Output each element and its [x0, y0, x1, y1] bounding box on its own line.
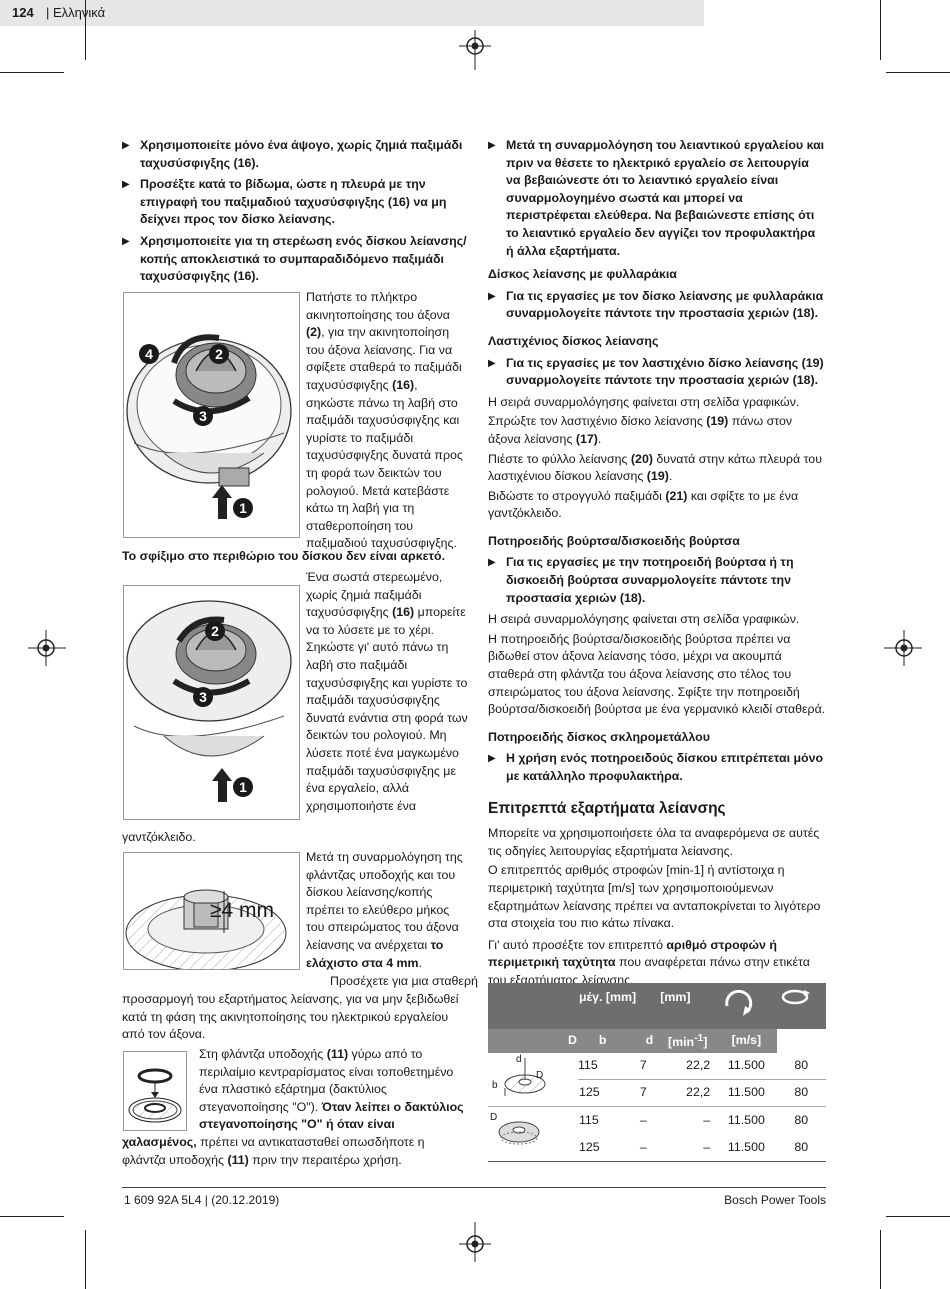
callout-1-icon: [232, 497, 254, 519]
table-header-row: [488, 983, 826, 1029]
crop-mark: [880, 1230, 881, 1289]
callout-2-icon: [208, 343, 230, 365]
rpm-icon: [716, 983, 776, 1029]
paragraph: Βιδώστε το στρογγυλό παξιμάδι (21) και σφίξτε το με ένα γαντζόκλειδο.: [488, 488, 799, 521]
page-header: [0, 0, 704, 26]
max-mm-label: μέγ. [mm]: [578, 990, 637, 1004]
svg-text:1: 1: [239, 779, 247, 795]
figure-quick-nut-tighten: [123, 292, 300, 538]
figure4-after-text: χαλασμένος, πρέπει να αντικατασταθεί οπωσδήποτε η φλάντζα υποδοχής (11) πριν την περαιτέρω χρήση.: [122, 1135, 425, 1167]
svg-text:2: 2: [211, 623, 219, 639]
bullet-item: ▶ Χρησιμοποιείτε μόνο ένα άψογο, χωρίς ζημιά παξιμάδι ταχυσύσφιγξης (16).: [122, 137, 467, 172]
crop-mark: [0, 72, 64, 73]
figure3-text: Μετά τη συναρμολόγηση της φλάντζας υποδοχής και του δίσκου λείανσης/κοπής πρέπει το ελεύθερο μήκος του σπειρώματος του άξονα λείανσης να ανέρχεται το ελάχιστο στα 4 mm.: [306, 850, 463, 970]
svg-text:2: 2: [215, 346, 223, 362]
paragraph: Η σειρά συναρμολόγησης φαίνεται στη σελίδα γραφικών.: [488, 394, 800, 409]
speed-icon: [777, 983, 826, 1029]
footer-doc-id: 1 609 92A 5L4 | (20.12.2019): [124, 1193, 280, 1207]
registration-mark-icon: [28, 628, 68, 668]
bullet-item: ▶ Μετά τη συναρμολόγηση του λειαντικού εργαλείου και πριν να θέσετε το ηλεκτρικό εργαλείο σε λειτουργία να βεβαιώνεστε ότι το λειαντικό εργαλείο είναι συναρμολογημένο σωστά και μπορεί να περιστρέφεται ελεύθερα. Να βεβαιώνεστε επίσης ότι το λειαντικό εργαλείο δεν αγγίζει τον προφυλακτήρα ή άλλα εξαρτήματα.: [488, 138, 825, 258]
paragraph: Η ποτηροειδής βούρτσα/δισκοειδής βούρτσα πρέπει να βιδωθεί στον άξονα λείανσης τόσο, μέχρι να ακουμπά σταθερά στη φλάντζα του άξονα λείανσης στο τέλος του σπειρώματος του άξονα λείανσης. Σφίξτε την ποτηροειδή βούρτσα/δισκοειδή βούρτσα με ένα γερμανικό κλειδί σταθερά.: [488, 631, 826, 717]
table-subheader-row: D b d $[\min^{-1}]$ [m/s]: [488, 1029, 826, 1053]
figure2-tail: γαντζόκλειδο.: [122, 830, 196, 844]
crop-mark: [886, 72, 950, 73]
callout-4-icon: [138, 343, 160, 365]
rpm-unit: $[\min^{-1}]$: [667, 1032, 708, 1049]
section-heading: Επιτρεπτά εξαρτήματα λείανσης: [488, 799, 726, 817]
crop-mark: [0, 1216, 64, 1217]
figure-o-ring-flange: [123, 1051, 187, 1131]
callout-3-icon: [192, 686, 214, 708]
bullet-item: ▶ Προσέξτε κατά το βίδωμα, ώστε η πλευρά με την επιγραφή του παξιμαδιού ταχυσύσφιγξης (16) να μη δείχνει προς τον δίσκο λείανσης.: [122, 176, 467, 229]
paragraph: Πιέστε το φύλλο λείανσης (20) δυνατά στην κάτω πλευρά του λαστιχένιου δίσκου λείανσης (19).: [488, 451, 822, 484]
figure3-after-text: προσαρμογή του εξαρτήματος λείανσης, για να μην ξεβιδωθεί κατά τη φάση της ακινητοποίησης του ηλεκτρικού εργαλείου από τον άξονα.: [122, 992, 459, 1042]
paragraph: Μπορείτε να χρησιμοποιήσετε όλα τα αναφερόμενα σε αυτές τις οδηγίες λειτουργίας εξαρτήματα λείανσης.: [488, 826, 820, 858]
crop-mark: [880, 0, 881, 60]
brush-disc-icon: D: [488, 1107, 578, 1162]
grinding-disc-icon: d b D: [488, 1053, 578, 1107]
svg-text:4: 4: [145, 346, 153, 362]
svg-text:1: 1: [239, 500, 247, 516]
svg-text:3: 3: [199, 408, 207, 424]
figure2-text: Ένα σωστά στερεωμένο, χωρίς ζημιά παξιμάδι ταχυσύσφιγξης (16) μπορείτε να το λύσετε με το χέρι. Σηκώστε γι' αυτό πάνω τη λαβή στο παξιμάδι ταχυσύσφιγξης και γυρίστε το παξιμάδι ταχυσύσφιγξης δυνατά ενάντια στη φορά των δεικτών του ρολογιού. Μη λύσετε ποτέ ένα μαγκωμένο παξιμάδι ταχυσύσφιγξης με ένα εργαλείο, αλλά χρησιμοποιήστε ένα: [306, 570, 468, 813]
paragraph: Σπρώξτε τον λαστιχένιο δίσκο λείανσης (19) πάνω στον άξονα λείανσης (17).: [488, 414, 793, 446]
mm-label: [mm]: [660, 990, 691, 1004]
section-title: Ποτηροειδής δίσκος σκληρομετάλλου: [488, 729, 710, 744]
paragraph: Ο επιτρεπτός αριθμός στροφών [min-1] ή αντίστοιχα η περιμετρική ταχύτητα [m/s] των χρησιμοποιούμενων εξαρτημάτων λείανσης πρέπει να ανταποκρίνεται το λιγότερο στα στοιχεία του πιο κάτω πίνακα.: [488, 863, 821, 931]
table-row: D 115 – – 11.500 80: [488, 1107, 826, 1134]
bullet-text: Προσέξτε κατά το βίδωμα, ώστε η πλευρά με την επιγραφή του παξιμαδιού ταχυσύσφιγξης (16) να μη δείχνει προς τον δίσκο λείανσης.: [140, 177, 447, 227]
figure1-text: Πατήστε το πλήκτρο ακινητοποίησης του άξονα (2), για την ακινητοποίηση του άξονα λείανσης. Για να σφίξετε σταθερά το παξιμάδι ταχυσύσφιγξης (16), σηκώστε πάνω τη λαβή στο παξιμάδι ταχυσύσφιγξης και γυρίστε το παξιμάδι ταχυσύσφιγξης δυνατά προς τη φορά των δεικτών του ρολογιού. Μετά κατεβάστε κάτω τη λαβή για τη σταθεροποίηση του παξιμαδιού ταχυσύσφιγξης.: [306, 290, 463, 551]
registration-mark-icon: [882, 628, 922, 668]
right-column: [488, 137, 826, 992]
crop-mark: [85, 1230, 86, 1289]
callout-1-icon: [232, 776, 254, 798]
language-label: Ελληνικά: [53, 5, 106, 20]
warning-line: Το σφίξιμο στο περιθώριο του δίσκου δεν είναι αρκετό.: [122, 549, 446, 563]
bullet-item: ▶ Για τις εργασίες με την ποτηροειδή βούρτσα ή τη δισκοειδή βούρτσα συναρμολογείτε πάντοτε την προστασία χεριών (18).: [488, 555, 794, 605]
section-title: Ποτηροειδής βούρτσα/δισκοειδής βούρτσα: [488, 533, 740, 548]
table-row: 125 – – 11.500 80: [488, 1134, 826, 1161]
thread-length-label: ≥4 mm: [210, 899, 275, 922]
footer-rule: [122, 1187, 826, 1188]
figure4-text: Στη φλάντζα υποδοχής (11) γύρω από το περιλαίμιο κεντραρίσματος είναι τοποθετημένο ένα πλαστικό εξάρτημα (δακτύλιος στεγανοποίησης "O"). Όταν λείπει ο δακτύλιος στεγανοποίησης "O" ή όταν είναι: [199, 1047, 464, 1132]
svg-text:3: 3: [199, 689, 207, 705]
page-number: 124: [12, 5, 34, 20]
section-title: Δίσκος λείανσης με φυλλαράκια: [488, 267, 677, 282]
bullet-text: Χρησιμοποιείτε για τη στερέωση ενός δίσκου λείανσης/κοπής αποκλειστικά το συμπαραδιδόμενο παξιμάδι ταχυσύσφιγξης (16).: [140, 233, 467, 284]
paragraph: Γι' αυτό προσέξτε τον επιτρεπτό αριθμό στροφών ή περιμετρική ταχύτητα που αναφέρεται πάνω στην ετικέτα του εξαρτήματος λείανσης.: [488, 937, 810, 987]
figure-thread-length: [123, 852, 300, 970]
bullet-text: Χρησιμοποιείτε μόνο ένα άψογο, χωρίς ζημιά παξιμάδι ταχυσύσφιγξης (16).: [140, 138, 463, 170]
registration-mark-icon: [455, 30, 495, 70]
table-row: 125 7 22,2 11.500 80: [488, 1080, 826, 1107]
bullet-item: ▶ Χρησιμοποιείτε για τη στερέωση ενός δίσκου λείανσης/κοπής αποκλειστικά το συμπαραδιδόμενο παξιμάδι ταχυσύσφιγξης (16).: [122, 233, 467, 286]
figure-quick-nut-loosen: [123, 585, 300, 820]
header-separator-language: | Ελληνικά: [46, 5, 106, 20]
table-row: d b D 115 7 22,2 11.500 80: [488, 1053, 826, 1080]
crop-mark: [886, 1216, 950, 1217]
bullet-item: ▶ Για τις εργασίες με τον λαστιχένιο δίσκο λείανσης (19) συναρμολογείτε πάντοτε την προστασία χεριών (18).: [488, 355, 824, 388]
figure3-after-line: Προσέχετε για μια σταθερή: [330, 974, 478, 988]
callout-3-icon: [192, 405, 214, 427]
paragraph: Η σειρά συναρμολόγησης φαίνεται στη σελίδα γραφικών.: [488, 612, 800, 627]
footer-brand: Bosch Power Tools: [724, 1193, 826, 1207]
registration-mark-icon: [455, 1222, 495, 1262]
callout-2-icon: [204, 620, 226, 642]
section-title: Λαστιχένιος δίσκος λείανσης: [488, 333, 659, 348]
speed-table: [488, 983, 826, 1162]
bullet-item: ▶ Η χρήση ενός ποτηροειδούς δίσκου επιτρέπεται μόνο με κατάλληλο προφυλακτήρα.: [488, 751, 824, 783]
left-bullets: [122, 137, 467, 290]
bullet-item: ▶ Για τις εργασίες με τον δίσκο λείανσης με φυλλαράκια συναρμολογείτε πάντοτε την προστασία χεριών (18).: [488, 288, 824, 321]
